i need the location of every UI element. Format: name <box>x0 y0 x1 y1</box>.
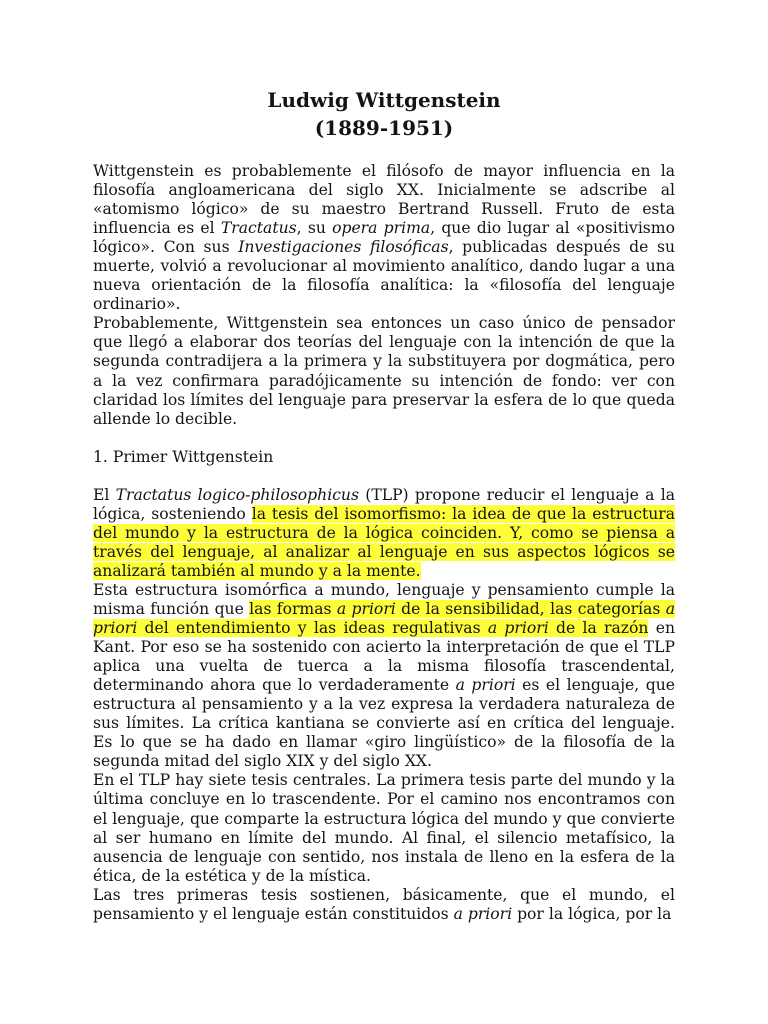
text-run: de la razón <box>548 619 649 638</box>
title-block <box>93 88 675 140</box>
italic-term: a priori <box>453 904 513 923</box>
italic-term: Tractatus <box>220 219 297 238</box>
text-run: Esta estructura isomórfica a mundo, lenguaje y pensamiento cumple la misma función que <box>93 580 675 618</box>
document-page <box>93 84 675 924</box>
paragraph-seven-theses: En el TLP hay siete tesis centrales. La primera tesis parte del mundo y la última concluye en lo trascendente. Por el camino nos encontramos con el lenguaje, que comparte la estructura lógica del mundo y que convierte al ser humano en límite del mundo. Al final, el silencio metafísico, la ausencia de lenguaje con sentido, nos instala de lleno en la esfera de la ética, de la estética y de la mística. <box>93 771 675 885</box>
text-run: , que dio lugar al «positivismo lógico». Con sus <box>93 219 675 257</box>
text-run: Las tres primeras tesis sostienen, básicamente, que el mundo, el pensamiento y el lenguaje están constituidos <box>93 885 675 923</box>
document-years: (1889-1951) <box>314 116 454 140</box>
highlighted-text: la tesis del isomorfismo: la idea de que la estructura del mundo y la estructura de la lógica coinciden. Y, como se piensa a través del lenguaje, al analizar al lenguaje en sus aspectos lógicos se analizará también al mundo y a la mente. <box>93 504 676 580</box>
text-run: Wittgenstein es probablemente el filósofo de mayor influencia en la filosofía angloamericana del siglo XX. Inicialmente se adscribe al «atomismo lógico» de su maestro Bertrand Russell. Fruto de esta influencia es el <box>93 162 675 238</box>
paragraph-tractatus <box>93 486 675 581</box>
paragraph-intro <box>93 162 675 314</box>
text-run: por la lógica, por la <box>512 904 672 923</box>
text-run: del entendimiento y las ideas regulativas <box>137 619 488 638</box>
document-title: Ludwig Wittgenstein <box>267 88 501 112</box>
paragraph-two-theories: Probablemente, Wittgenstein sea entonces un caso único de pensador que llegó a elaborar dos teorías del lenguaje con la intención de que la segunda contradijera a la primera y la substituyera por dogmática, pero a la vez confirmara paradójicamente su intención de fondo: ver con claridad los límites del lenguaje para preservar la esfera de lo que queda allende lo decible. <box>93 314 675 428</box>
italic-term: a priori <box>455 676 516 695</box>
italic-term: Tractatus logico-philosophicus <box>115 485 359 504</box>
text-run: , su <box>296 219 333 238</box>
text-run: las formas <box>249 599 337 618</box>
section-heading: 1. Primer Wittgenstein <box>93 447 274 466</box>
text-run: es el lenguaje, que estructura al pensamiento y a la vez expresa la verdadera naturaleza de sus límites. La crítica kantiana se convierte así en crítica del lenguaje. Es lo que se ha dado en llamar «giro lingüístico» de la filosofía de la segunda mitad del siglo XIX y del siglo XX. <box>93 676 675 771</box>
italic-term: a priori <box>93 599 675 638</box>
text-run: El <box>93 485 116 504</box>
italic-term: a priori <box>336 599 396 618</box>
italic-term: Investigaciones filosóficas <box>238 238 449 257</box>
text-run: en Kant. Por eso se ha sostenido con acierto la interpretación de que el TLP aplica una vuelta de tuerca a la misma filosofía trascendental, determinando ahora que lo verdaderamente <box>93 619 676 695</box>
text-run: de la sensibilidad, las categorías <box>395 599 666 618</box>
paragraph-isomorphic <box>93 581 675 771</box>
italic-term: opera prima <box>332 219 431 238</box>
italic-term: a priori <box>487 619 549 638</box>
paragraph-first-theses <box>93 886 675 924</box>
text-run: (TLP) propone reducir el lenguaje a la lógica, sosteniendo <box>93 485 675 523</box>
text-run: , publicadas después de su muerte, volvió a revolucionar al movimiento analítico, dando lugar a una nueva orientación de la filosofía analítica: la «filosofía del lenguaje ordinario». <box>93 238 675 314</box>
